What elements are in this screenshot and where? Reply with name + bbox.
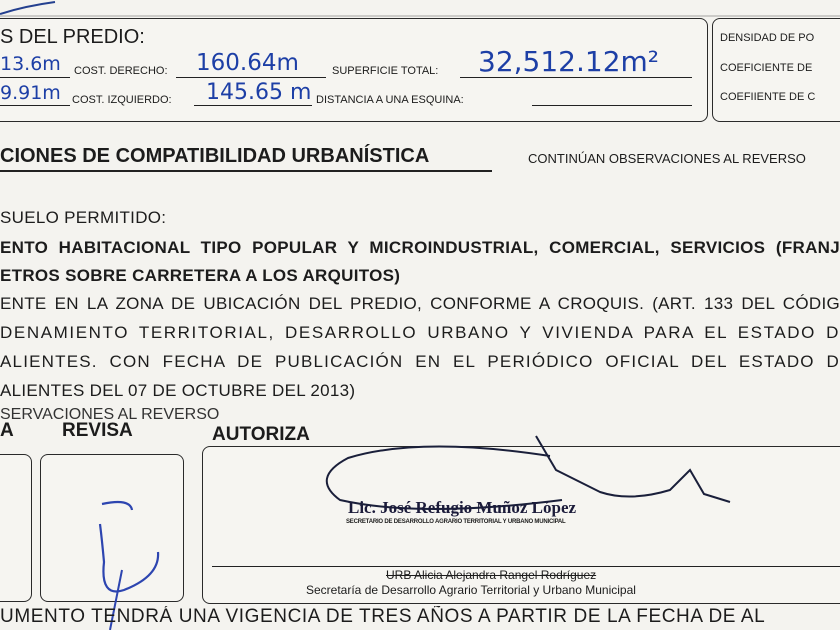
- front-value: 13.6m: [0, 53, 61, 75]
- izquierdo-value: 145.65 m: [206, 80, 312, 105]
- izquierdo-label: COST. IZQUIERDO:: [72, 94, 172, 106]
- rear-value: 9.91m: [0, 82, 61, 104]
- superficie-label: SUPERFICIE TOTAL:: [332, 65, 439, 77]
- densidad-line3: COEFIIENTE DE C: [720, 91, 816, 103]
- superficie-value: 32,512.12m²: [478, 45, 660, 78]
- compat-continue-note: CONTINÚAN OBSERVACIONES AL REVERSO: [528, 151, 806, 166]
- izquierdo-underline: [194, 105, 312, 106]
- observaciones-note: SERVACIONES AL REVERSO: [0, 406, 220, 423]
- uso-line3: ENTE EN LA ZONA DE UBICACIÓN DEL PREDIO, CONFORME A CROQUIS. (ART. 133 DEL CÓDIG: [0, 294, 840, 313]
- crossed-name: URB Alicia Alejandra Rangel Rodríguez: [386, 568, 597, 582]
- rear-underline: [0, 105, 70, 106]
- signatory-subtitle: SECRETARIO DE DESARROLLO AGRARIO TERRITORIAL Y URBANO MUNICIPAL: [346, 519, 566, 525]
- front-underline: [0, 77, 70, 78]
- predio-title: S DEL PREDIO:: [0, 26, 145, 48]
- esquina-label: DISTANCIA A UNA ESQUINA:: [316, 94, 464, 106]
- densidad-line1: DENSIDAD DE PO: [720, 32, 815, 44]
- signatory-name: Lic. José Refugio Muñoz López: [348, 498, 577, 517]
- top-ink-marks: [0, 0, 840, 20]
- revisa-header: REVISA: [62, 420, 133, 441]
- col-a-header: A: [0, 420, 14, 441]
- esquina-underline: [532, 105, 692, 106]
- derecho-label: COST. DERECHO:: [74, 65, 168, 77]
- uso-bold-line1: ENTO HABITACIONAL TIPO POPULAR Y MICROINDUSTRIAL, COMERCIAL, SERVICIOS (FRANJ: [0, 238, 840, 257]
- uso-bold-line2: ETROS SOBRE CARRETERA A LOS ARQUITOS): [0, 266, 401, 285]
- superficie-underline: [460, 77, 692, 78]
- autoriza-header: AUTORIZA: [212, 424, 310, 445]
- compat-heading: CIONES DE COMPATIBILIDAD URBANÍSTICA: [0, 145, 430, 167]
- vigencia-text: UMENTO TENDRÁ UNA VIGENCIA DE TRES AÑOS A PARTIR DE LA FECHA DE AL: [0, 606, 766, 627]
- sign-box-a: [0, 454, 32, 602]
- uso-line6: ALIENTES DEL 07 DE OCTUBRE DEL 2013): [0, 381, 356, 400]
- densidad-line2: COEFICIENTE DE: [720, 62, 813, 74]
- uso-label: SUELO PERMITIDO:: [0, 208, 167, 227]
- uso-line5: ALIENTES. CON FECHA DE PUBLICACIÓN EN EL PERIÓDICO OFICIAL DEL ESTADO D: [0, 352, 840, 371]
- signature-divider: [212, 566, 840, 567]
- compat-heading-underline: [0, 170, 492, 172]
- secretaria-caption: Secretaría de Desarrollo Agrario Territorial y Urbano Municipal: [306, 583, 636, 597]
- uso-line4: DENAMIENTO TERRITORIAL, DESARROLLO URBANO Y VIVIENDA PARA EL ESTADO D: [0, 323, 840, 342]
- derecho-value: 160.64m: [196, 50, 299, 76]
- derecho-underline: [176, 77, 326, 78]
